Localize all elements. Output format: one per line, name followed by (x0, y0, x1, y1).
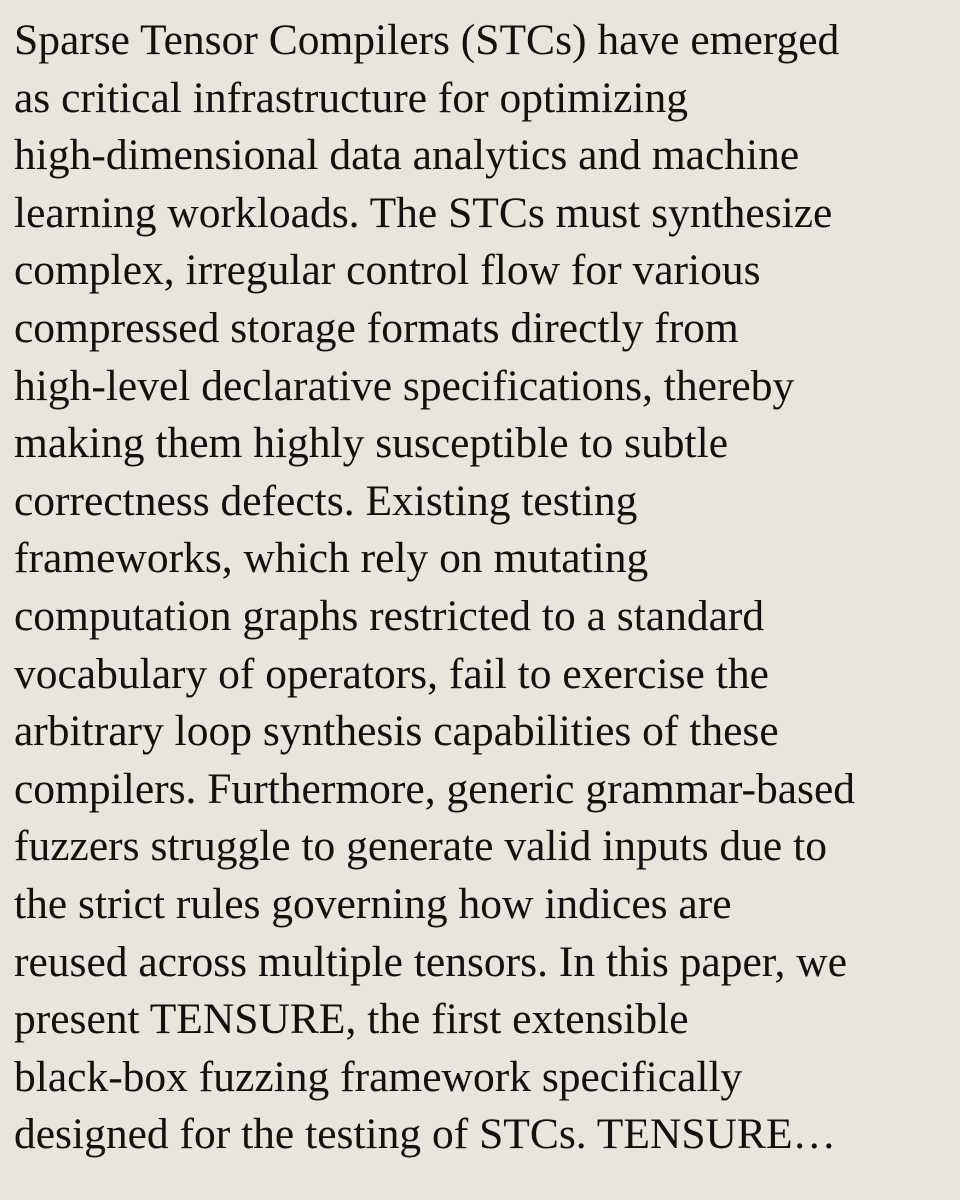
abstract-line-8: making them highly susceptible to subtle (14, 419, 729, 468)
abstract-line-13: arbitrary loop synthesis capabilities of these (14, 707, 779, 756)
abstract-line-19: black-box fuzzing framework specifically (14, 1052, 743, 1101)
abstract-line-14: compilers. Furthermore, generic grammar-based (14, 764, 856, 813)
abstract-line-7: high-level declarative specifications, thereby (14, 361, 795, 410)
abstract-line-18: present TENSURE, the first extensible (14, 995, 689, 1044)
abstract-line-2: as critical infrastructure for optimizing (14, 73, 688, 122)
abstract-text-block (14, 12, 954, 1164)
abstract-line-17: reused across multiple tensors. In this paper, we (14, 937, 847, 986)
abstract-line-9: correctness defects. Existing testing (14, 476, 638, 525)
abstract-line-3: high-dimensional data analytics and machine (14, 131, 800, 180)
abstract-line-6: compressed storage formats directly from (14, 303, 739, 352)
abstract-line-15: fuzzers struggle to generate valid inputs due to (14, 822, 827, 871)
abstract-line-4: learning workloads. The STCs must synthesize (14, 188, 833, 237)
abstract-line-5: complex, irregular control flow for various (14, 246, 761, 295)
abstract-line-10: frameworks, which rely on mutating (14, 534, 649, 583)
abstract-line-12: vocabulary of operators, fail to exercise the (14, 649, 769, 698)
abstract-line-16: the strict rules governing how indices are (14, 879, 732, 928)
abstract-line-1: Sparse Tensor Compilers (STCs) have emerged (14, 16, 840, 64)
abstract-line-11: computation graphs restricted to a standard (14, 591, 765, 640)
abstract-line-20: designed for the testing of STCs. TENSURE… (14, 1110, 837, 1159)
